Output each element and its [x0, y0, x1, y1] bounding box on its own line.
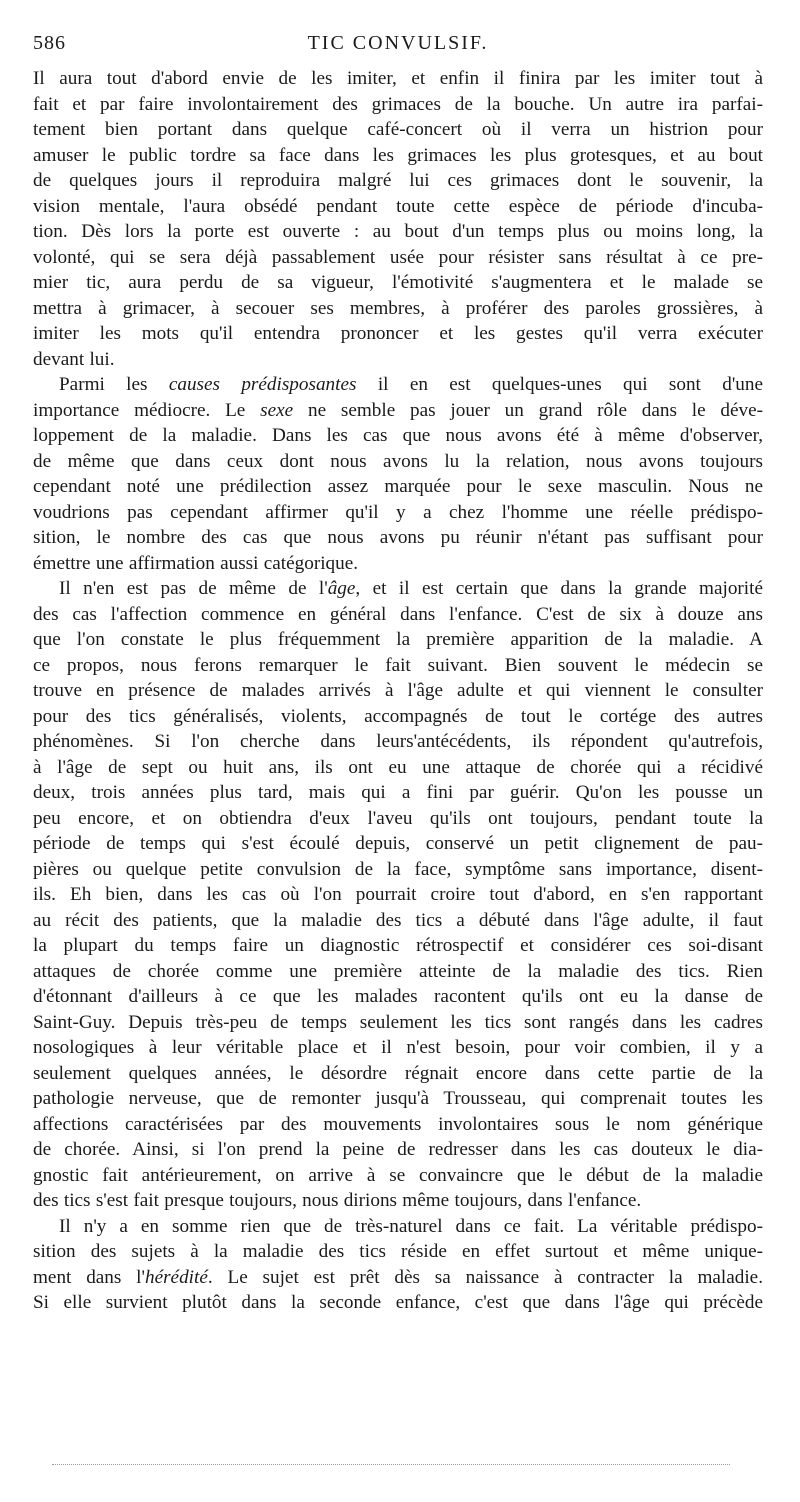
- text-run: volonté, qui se sera déjà passablement usée pour résister sans résultat à ce pre-: [33, 246, 763, 268]
- text-run: période de temps qui s'est écoulé depuis, conservé un petit clignement de pau-: [33, 833, 763, 854]
- text-run: Si elle survient plutôt dans la seconde enfance, c'est que dans l'âge qui précède: [33, 1292, 763, 1313]
- text-line: [33, 831, 763, 857]
- text-run: au récit des patients, que la maladie des tics a débuté dans l'âge adulte, il faut: [33, 909, 763, 931]
- text-run: Saint-Guy. Depuis très-peu de temps seulement les tics sont rangés dans les cadres: [33, 1011, 763, 1033]
- text-line: [33, 780, 763, 806]
- text-run: loppement de la maladie. Dans les cas que nous avons été à même d'observer,: [33, 425, 763, 446]
- text-line: [33, 602, 763, 628]
- text-line: [33, 1010, 763, 1036]
- text-run: de quelques jours il reproduira malgré lui ces grimaces dont le souvenir, la: [33, 170, 763, 191]
- text-run: il en est quelques-unes qui sont d'une: [356, 374, 763, 395]
- text-run: importance médiocre. Le: [33, 399, 261, 421]
- text-run: des cas l'affection commence en général dans l'enfance. C'est de six à douze ans: [33, 603, 763, 625]
- italic-term: âge: [327, 578, 356, 599]
- text-run: Parmi les: [59, 374, 169, 395]
- text-line: [33, 1137, 763, 1163]
- paragraph: [33, 66, 763, 372]
- text-line: [33, 857, 763, 883]
- text-run: nosologiques à leur véritable place et il n'est besoin, pour voir combien, il y a: [33, 1037, 763, 1058]
- text-line: [33, 449, 763, 475]
- footer-dotted-rule: [52, 1464, 730, 1465]
- text-line: [33, 1265, 763, 1291]
- text-line: [33, 398, 763, 424]
- italic-term: causes prédisposantes: [168, 374, 357, 395]
- text-line: [33, 1239, 763, 1265]
- text-line: [33, 321, 763, 347]
- text-run: des tics s'est fait presque toujours, nous dirions même toujours, dans l'enfance.: [33, 1190, 642, 1211]
- text-run: sition des sujets à la maladie des tics réside en effet surtout et même unique-: [33, 1241, 763, 1262]
- text-line: [33, 143, 763, 169]
- text-run: pières ou quelque petite convulsion de la face, symptôme sans importance, disent-: [33, 858, 763, 880]
- paragraph: [33, 372, 763, 576]
- text-run: deux, trois années plus tard, mais qui a fini par guérir. Qu'on les pousse un: [33, 782, 763, 803]
- text-run: peu encore, et on obtiendra d'eux l'aveu qu'ils ont toujours, pendant toute la: [33, 807, 763, 829]
- text-line: [33, 933, 763, 959]
- text-line: [33, 92, 763, 118]
- text-run: seulement quelques années, le désordre régnait encore dans cette partie de la: [33, 1062, 763, 1084]
- text-run: émettre une affirmation aussi catégorique.: [33, 552, 359, 574]
- text-line: [33, 806, 763, 832]
- text-run: tement bien portant dans quelque café-concert où il verra un histrion pour: [33, 119, 763, 140]
- text-line: [33, 1086, 763, 1112]
- text-run: voudrions pas cependant affirmer qu'il y a chez l'homme une réelle prédispo-: [33, 501, 763, 523]
- text-line: [33, 372, 763, 398]
- text-run: la plupart du temps faire un diagnostic rétrospectif et considérer ces soi-disant: [33, 935, 763, 956]
- page-number: 586: [33, 32, 66, 54]
- text-run: mier tic, aura perdu de sa vigueur, l'émotivité s'augmentera et le malade se: [33, 272, 763, 293]
- text-run: gnostic fait antérieurement, on arrive à se convaincre que le début de la maladie: [33, 1164, 763, 1186]
- text-line: [33, 1290, 763, 1316]
- text-line: [33, 653, 763, 679]
- text-run: Il n'en est pas de même de l': [59, 578, 328, 599]
- text-line: [33, 1163, 763, 1189]
- text-line: [33, 423, 763, 449]
- text-run: ne semble pas jouer un grand rôle dans le déve-: [293, 399, 763, 421]
- text-line: [33, 474, 763, 500]
- text-run: trouve en présence de malades arrivés à l'âge adulte et qui viennent le consulter: [33, 680, 763, 701]
- text-line: [33, 219, 763, 245]
- text-line: [33, 882, 763, 908]
- text-line: [33, 194, 763, 220]
- italic-term: hérédité: [144, 1266, 208, 1288]
- text-line: [33, 729, 763, 755]
- text-line: [33, 347, 763, 373]
- text-run: d'étonnant d'ailleurs à ce que les malades racontent qu'ils ont eu la danse de: [33, 986, 763, 1007]
- italic-term: sexe: [260, 399, 294, 421]
- text-run: pour des tics généralisés, violents, accompagnés de tout le cortége des autres: [33, 705, 763, 727]
- text-line: [33, 168, 763, 194]
- text-run: cependant noté une prédilection assez marquée pour le sexe masculin. Nous ne: [33, 476, 763, 497]
- text-run: Il aura tout d'abord envie de les imiter, et enfin il finira par les imiter tout à: [33, 68, 763, 89]
- text-line: [33, 1214, 763, 1240]
- text-run: fait et par faire involontairement des grimaces de la bouche. Un autre ira parfai-: [33, 93, 763, 115]
- paragraph: [33, 576, 763, 1214]
- text-run: devant lui.: [33, 348, 115, 370]
- text-run: pathologie nerveuse, que de remonter jusqu'à Trousseau, qui comprenait toutes les: [33, 1088, 763, 1109]
- text-run: Il n'y a en somme rien que de très-naturel dans ce fait. La véritable prédispo-: [59, 1215, 763, 1237]
- body-text: [33, 66, 763, 1316]
- text-line: [33, 755, 763, 781]
- text-line: [33, 1112, 763, 1138]
- text-run: que l'on constate le plus fréquemment la première apparition de la maladie. A: [33, 629, 763, 650]
- text-line: [33, 551, 763, 577]
- text-run: tion. Dès lors la porte est ouverte : au bout d'un temps plus ou moins long, la: [33, 221, 763, 242]
- text-run: affections caractérisées par des mouvements involontaires sous le nom générique: [33, 1113, 763, 1135]
- text-run: . Le sujet est prêt dès sa naissance à contracter la maladie.: [207, 1266, 763, 1288]
- text-run: sition, le nombre des cas que nous avons pu réunir n'étant pas suffisant pour: [33, 527, 763, 548]
- text-run: mettra à grimacer, à secouer ses membres, à proférer des paroles grossières, à: [33, 297, 763, 319]
- text-line: [33, 984, 763, 1010]
- text-run: ils. Eh bien, dans les cas où l'on pourrait croire tout d'abord, en s'en rapportant: [33, 884, 763, 905]
- running-head: [33, 24, 763, 54]
- text-run: ment dans l': [33, 1266, 145, 1288]
- text-line: [33, 245, 763, 271]
- text-line: [33, 576, 763, 602]
- text-run: , et il est certain que dans la grande majorité: [355, 578, 763, 599]
- text-run: phénomènes. Si l'on cherche dans leurs'antécédents, ils répondent qu'autrefois,: [33, 731, 763, 752]
- text-line: [33, 908, 763, 934]
- text-line: [33, 704, 763, 730]
- text-line: [33, 1035, 763, 1061]
- text-run: vision mentale, l'aura obsédé pendant toute cette espèce de période d'incuba-: [33, 195, 763, 217]
- text-run: de même que dans ceux dont nous avons lu la relation, nous avons toujours: [33, 450, 763, 472]
- text-line: [33, 117, 763, 143]
- paragraph: [33, 1214, 763, 1316]
- text-line: [33, 525, 763, 551]
- page: [0, 24, 800, 1502]
- text-line: [33, 500, 763, 526]
- text-line: [33, 1188, 763, 1214]
- text-line: [33, 296, 763, 322]
- text-line: [33, 270, 763, 296]
- text-run: amuser le public tordre sa face dans les grimaces les plus grotesques, et au bout: [33, 144, 763, 166]
- running-title: TIC CONVULSIF.: [307, 32, 489, 54]
- text-line: [33, 678, 763, 704]
- text-line: [33, 627, 763, 653]
- text-run: attaques de chorée comme une première atteinte de la maladie des tics. Rien: [33, 960, 763, 982]
- text-line: [33, 1061, 763, 1087]
- text-line: [33, 959, 763, 985]
- text-run: imiter les mots qu'il entendra prononcer et les gestes qu'il verra exécuter: [33, 323, 763, 344]
- text-run: de chorée. Ainsi, si l'on prend la peine de redresser dans les cas douteux le dia-: [33, 1139, 763, 1160]
- text-run: ce propos, nous ferons remarquer le fait suivant. Bien souvent le médecin se: [33, 654, 763, 676]
- text-run: à l'âge de sept ou huit ans, ils ont eu une attaque de chorée qui a récidivé: [33, 756, 763, 778]
- text-line: [33, 66, 763, 92]
